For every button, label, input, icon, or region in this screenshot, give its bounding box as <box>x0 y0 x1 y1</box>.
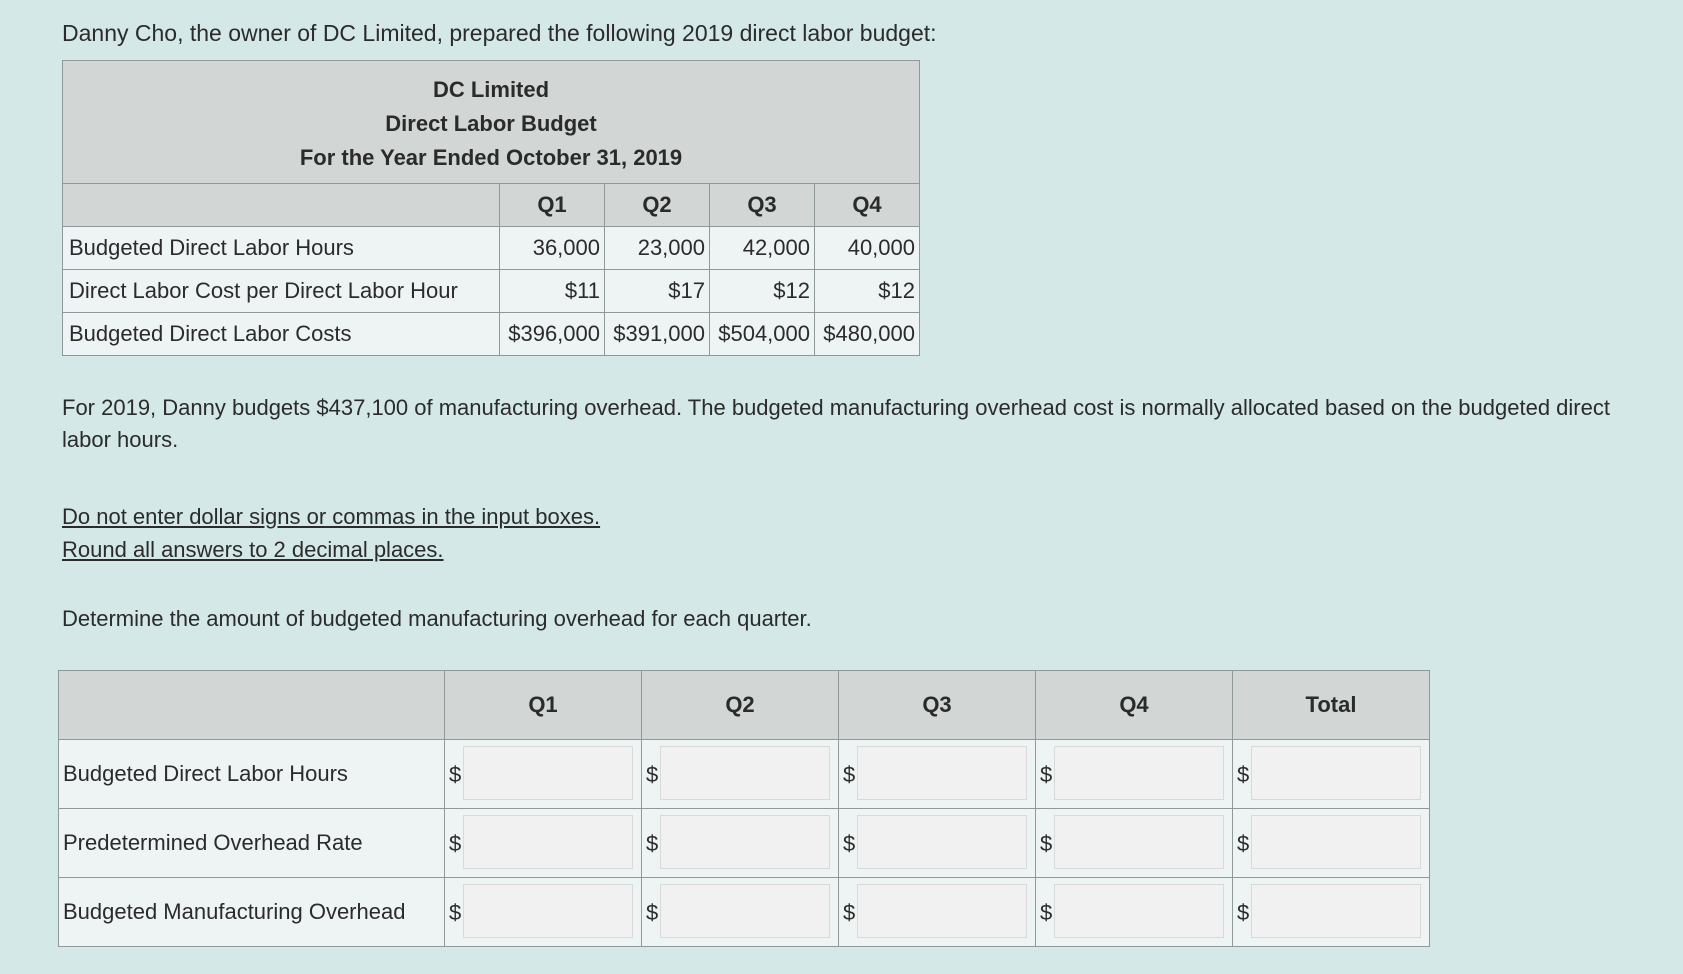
overhead-answer-table <box>58 670 1430 947</box>
instruction-no-symbols: Do not enter dollar signs or commas in the input boxes. <box>62 504 601 529</box>
cell-value: $396,000 <box>500 313 605 356</box>
dollar-sign: $ <box>843 762 856 787</box>
budget-header-q1: Q1 <box>500 184 605 227</box>
answer-cell <box>445 878 642 947</box>
cell-value: 42,000 <box>710 227 815 270</box>
dollar-sign: $ <box>843 831 856 856</box>
overhead-q4-input[interactable] <box>1054 884 1224 938</box>
overhead-q1-input[interactable] <box>463 884 633 938</box>
cell-value: $504,000 <box>710 313 815 356</box>
dollar-sign: $ <box>1237 831 1250 856</box>
answer-cell <box>1036 878 1233 947</box>
answer-cell <box>839 740 1036 809</box>
answer-header-q3: Q3 <box>839 671 1036 740</box>
dollar-sign: $ <box>1040 762 1053 787</box>
answer-cell <box>642 878 839 947</box>
dollar-sign: $ <box>449 831 462 856</box>
hours-q2-input[interactable] <box>660 746 830 800</box>
intro-text: Danny Cho, the owner of DC Limited, prepared the following 2019 direct labor budget: <box>62 20 937 46</box>
overhead-q2-input[interactable] <box>660 884 830 938</box>
overhead-total-input[interactable] <box>1251 884 1421 938</box>
hours-total-input[interactable] <box>1251 746 1421 800</box>
direct-labor-budget-table <box>62 60 920 356</box>
answer-cell <box>642 740 839 809</box>
answer-header-q2: Q2 <box>642 671 839 740</box>
answer-cell <box>839 809 1036 878</box>
answer-row-rate <box>59 809 1430 878</box>
hours-q3-input[interactable] <box>857 746 1027 800</box>
answer-cell <box>839 878 1036 947</box>
answer-row-label: Budgeted Direct Labor Hours <box>59 740 445 809</box>
answer-cell <box>1233 878 1430 947</box>
dollar-sign: $ <box>843 900 856 925</box>
dollar-sign: $ <box>1237 900 1250 925</box>
dollar-sign: $ <box>646 831 659 856</box>
answer-header-q4: Q4 <box>1036 671 1233 740</box>
row-label: Budgeted Direct Labor Hours <box>63 227 500 270</box>
answer-cell <box>1036 809 1233 878</box>
cell-value: 36,000 <box>500 227 605 270</box>
dollar-sign: $ <box>1040 831 1053 856</box>
cell-value: $11 <box>500 270 605 313</box>
cell-value: $17 <box>605 270 710 313</box>
answer-row-label: Budgeted Manufacturing Overhead <box>59 878 445 947</box>
answer-row-hours <box>59 740 1430 809</box>
answer-header-q1: Q1 <box>445 671 642 740</box>
question-text: Determine the amount of budgeted manufacturing overhead for each quarter. <box>62 606 812 631</box>
row-label: Budgeted Direct Labor Costs <box>63 313 500 356</box>
dollar-sign: $ <box>449 900 462 925</box>
answer-header-total: Total <box>1233 671 1430 740</box>
dollar-sign: $ <box>449 762 462 787</box>
hours-q4-input[interactable] <box>1054 746 1224 800</box>
row-label: Direct Labor Cost per Direct Labor Hour <box>63 270 500 313</box>
instructions <box>62 500 600 566</box>
answer-header-blank <box>59 671 445 740</box>
cell-value: 40,000 <box>815 227 920 270</box>
instruction-rounding: Round all answers to 2 decimal places. <box>62 537 444 562</box>
answer-row-overhead <box>59 878 1430 947</box>
cell-value: $480,000 <box>815 313 920 356</box>
budget-title-period: For the Year Ended October 31, 2019 <box>299 145 683 170</box>
budget-header-blank <box>63 184 500 227</box>
budget-header-q3: Q3 <box>710 184 815 227</box>
answer-cell <box>1233 809 1430 878</box>
cell-value: $391,000 <box>605 313 710 356</box>
rate-total-input[interactable] <box>1251 815 1421 869</box>
hours-q1-input[interactable] <box>463 746 633 800</box>
table-row <box>63 313 920 356</box>
cell-value: 23,000 <box>605 227 710 270</box>
cell-value: $12 <box>815 270 920 313</box>
answer-cell <box>1233 740 1430 809</box>
budget-caption-row <box>63 61 920 184</box>
rate-q1-input[interactable] <box>463 815 633 869</box>
dollar-sign: $ <box>646 762 659 787</box>
rate-q2-input[interactable] <box>660 815 830 869</box>
rate-q3-input[interactable] <box>857 815 1027 869</box>
answer-cell <box>642 809 839 878</box>
answer-cell <box>1036 740 1233 809</box>
budget-title-company: DC Limited <box>432 77 550 102</box>
budget-header-row <box>63 184 920 227</box>
dollar-sign: $ <box>646 900 659 925</box>
overhead-paragraph: For 2019, Danny budgets $437,100 of manufacturing overhead. The budgeted manufacturing overhead cost is normally allocated based on the budgeted direct labor hours. <box>62 395 1610 452</box>
dollar-sign: $ <box>1237 762 1250 787</box>
overhead-q3-input[interactable] <box>857 884 1027 938</box>
dollar-sign: $ <box>1040 900 1053 925</box>
budget-caption <box>63 61 920 184</box>
table-row <box>63 227 920 270</box>
budget-header-q2: Q2 <box>605 184 710 227</box>
rate-q4-input[interactable] <box>1054 815 1224 869</box>
answer-cell <box>445 809 642 878</box>
answer-row-label: Predetermined Overhead Rate <box>59 809 445 878</box>
answer-header-row <box>59 671 1430 740</box>
cell-value: $12 <box>710 270 815 313</box>
table-row <box>63 270 920 313</box>
answer-cell <box>445 740 642 809</box>
budget-header-q4: Q4 <box>815 184 920 227</box>
budget-title-name: Direct Labor Budget <box>385 111 597 136</box>
